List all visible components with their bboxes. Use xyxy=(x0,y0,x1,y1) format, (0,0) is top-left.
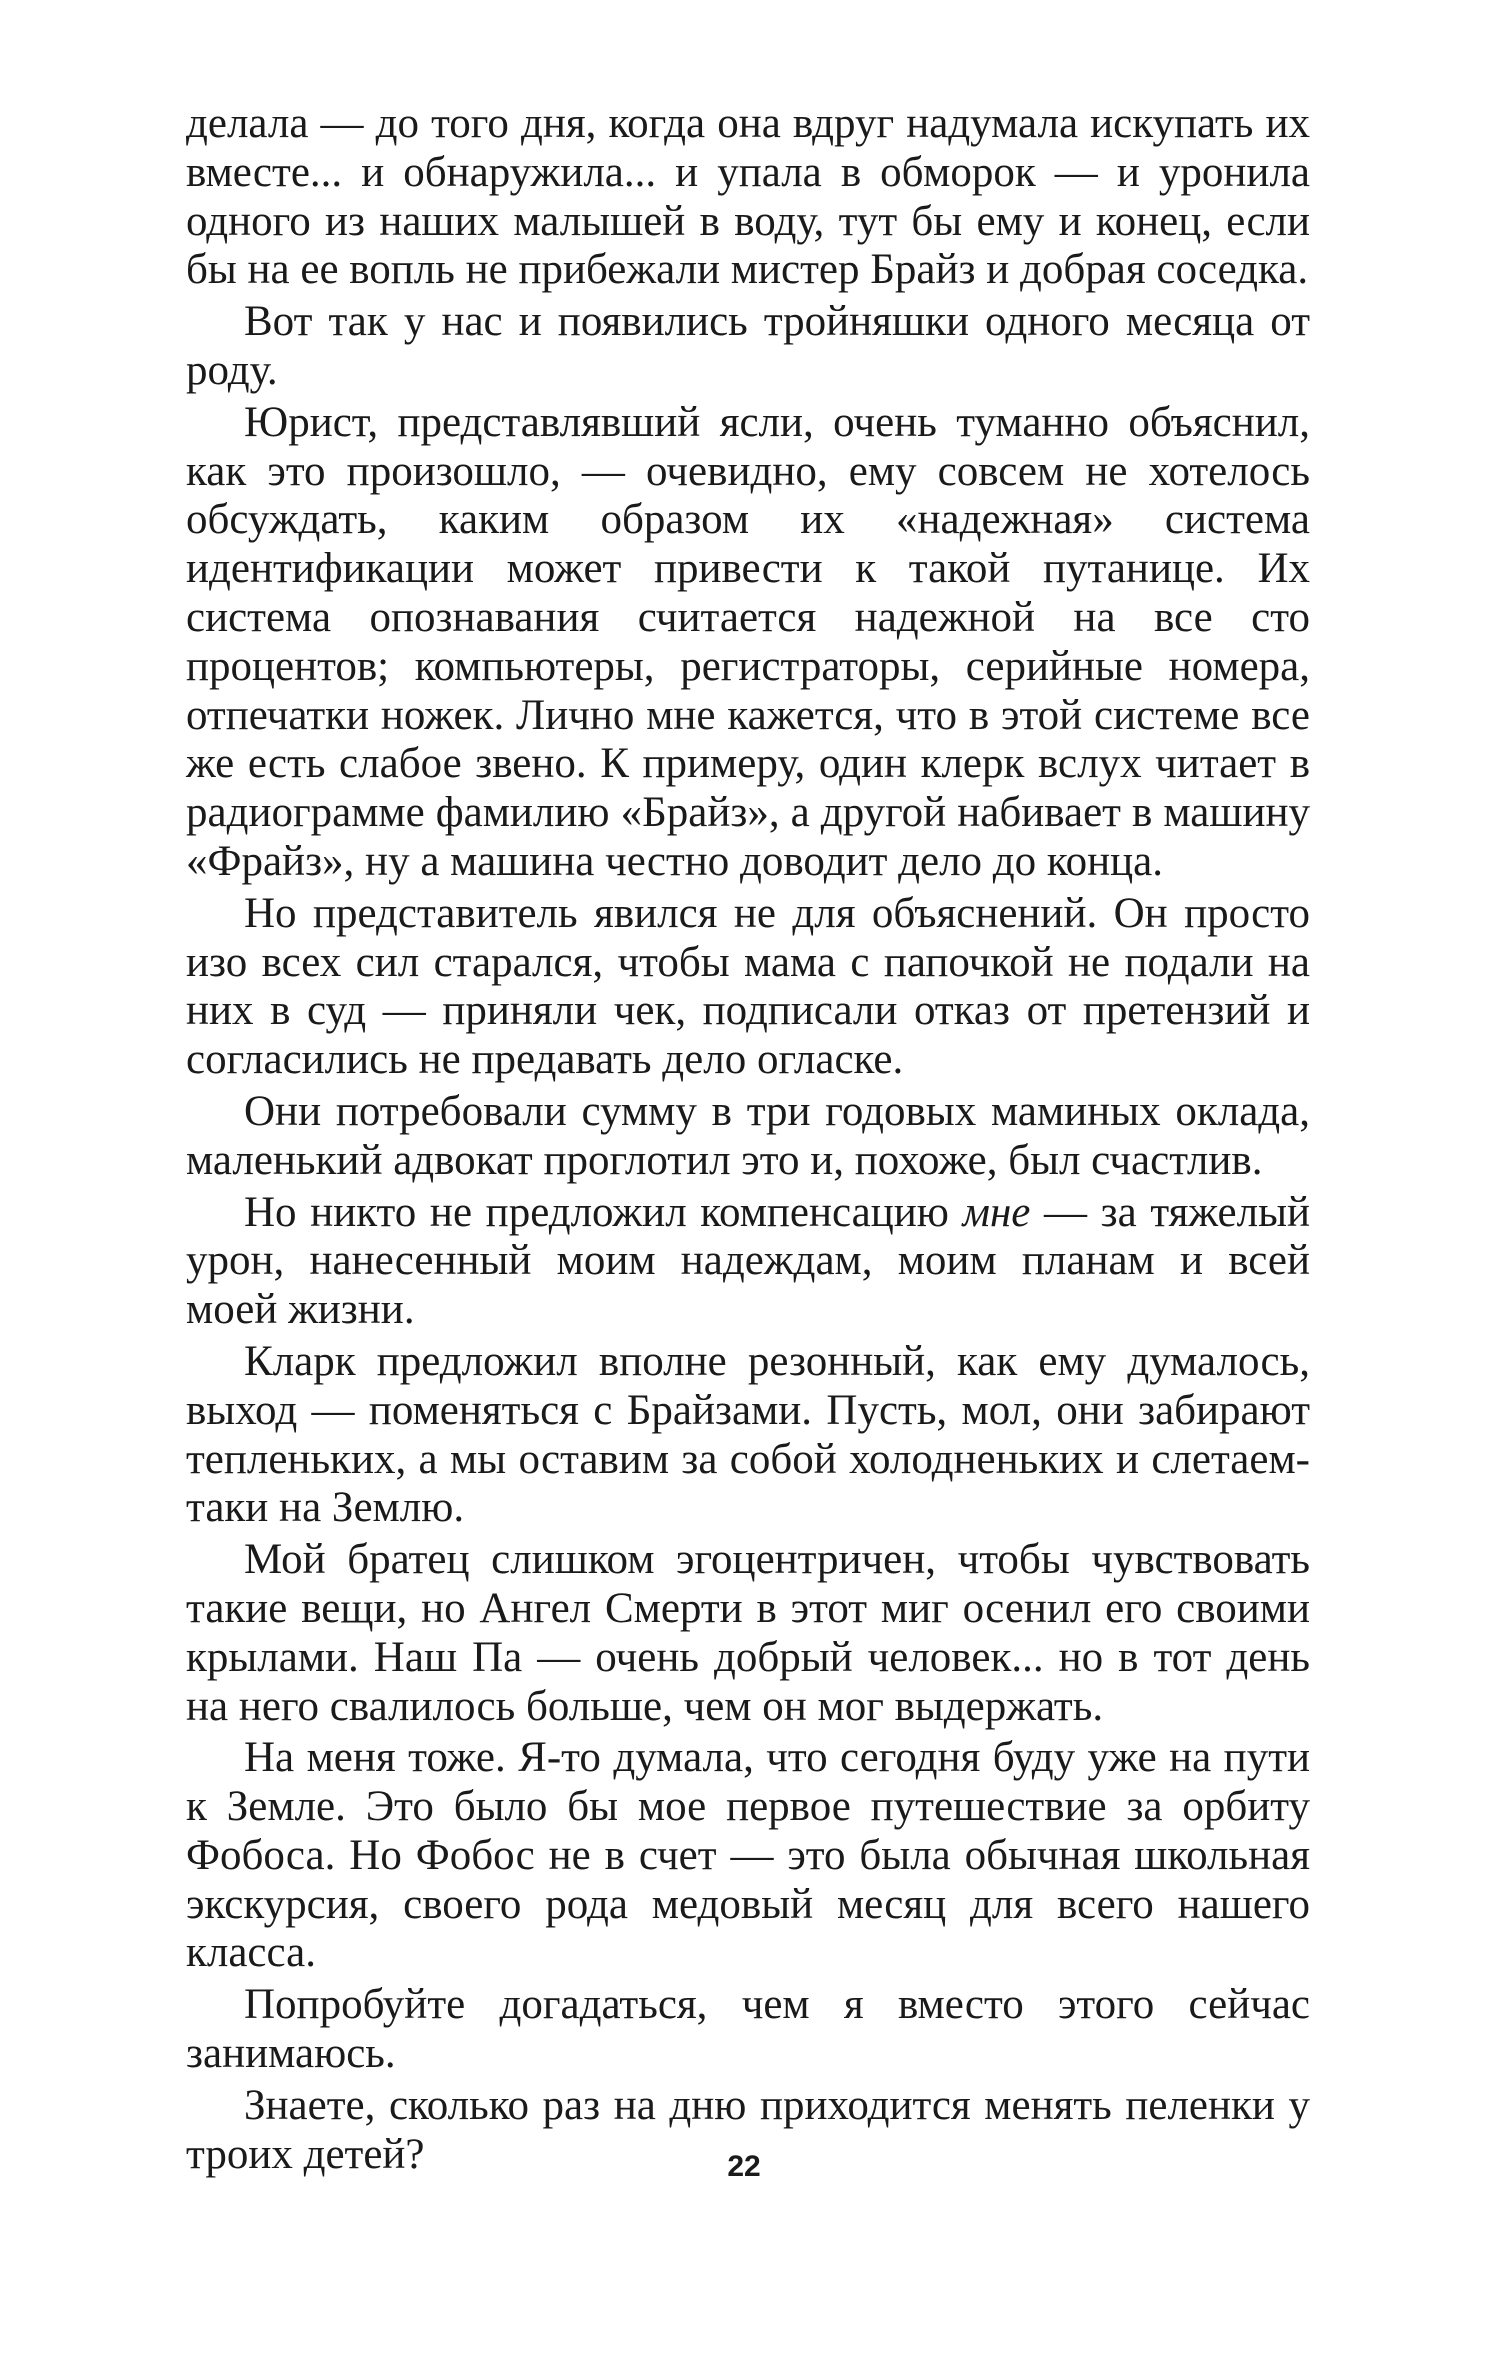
paragraph: Вот так у нас и появились тройняшки одного месяца от роду. xyxy=(186,298,1310,394)
paragraph: На меня тоже. Я-то думала, что сегодня буду уже на пути к Земле. Это было бы мое первое путешествие за орбиту Фобоса. Но Фобос не в счет — это была обычная школьная экскурсия, своего рода медовый месяц для всего нашего класса. xyxy=(186,1734,1310,1977)
paragraph: Знаете, сколько раз на дню приходится менять пеленки у троих детей? xyxy=(186,2081,1310,2178)
paragraph-with-emphasis xyxy=(186,1189,1310,1335)
paragraph: Они потребовали сумму в три годовых маминых оклада, маленький адвокат проглотил это и, похоже, был счастлив. xyxy=(186,1087,1310,1184)
page-body xyxy=(186,100,1310,2179)
page-number: 22 xyxy=(727,2150,761,2183)
paragraph: Кларк предложил вполне резонный, как ему думалось, выход — поменяться с Брайзами. Пусть, мол, они забирают тепленьких, а мы оставим за собой холодненьких и слетаем-таки на Землю. xyxy=(186,1337,1310,1532)
emphasis: мне xyxy=(962,1188,1031,1236)
paragraph: Но представитель явился не для объяснений. Он просто изо всех сил старался, чтобы мама с папочкой не подали на них в суд — приняли чек, подписали отказ от претензий и согласились не предавать дело огласке. xyxy=(186,889,1310,1084)
paragraph: Попробуйте догадаться, чем я вместо этого сейчас занимаюсь. xyxy=(186,1981,1310,2078)
text-run: — за тяжелый урон, нанесенный моим надеждам, моим планам и всей моей жизни. xyxy=(186,1188,1310,1334)
paragraph: Мой братец слишком эгоцентричен, чтобы чувствовать такие вещи, но Ангел Смерти в этот миг осенил его своими крылами. Наш Па — очень добрый человек... но в тот день на него свалилось больше, чем он мог выдержать. xyxy=(186,1536,1310,1730)
paragraph: Юрист, представлявший ясли, очень туманно объяснил, как это произошло, — очевидно, ему совсем не хотелось обсуждать, каким образом их «надежная» система идентификации может привести к такой путанице. Их система опознавания считается надежной на все сто процентов; компьютеры, регистраторы, серийные номера, отпечатки ножек. Лично мне кажется, что в этой системе все же есть слабое звено. К примеру, один клерк вслух читает в радиограмме фамилию «Брайз», а другой набивает в машину «Фрайз», ну а машина честно доводит дело до конца. xyxy=(186,398,1310,885)
text-run: Но никто не предложил компенсацию xyxy=(244,1188,963,1236)
paragraph-continued: делала — до того дня, когда она вдруг надумала искупать их вместе... и обнаружила... и упала в обморок — и уронила одного из наших малышей в воду, тут бы ему и конец, если бы на ее вопль не прибежали мистер Брайз и добрая соседка. xyxy=(186,100,1310,294)
